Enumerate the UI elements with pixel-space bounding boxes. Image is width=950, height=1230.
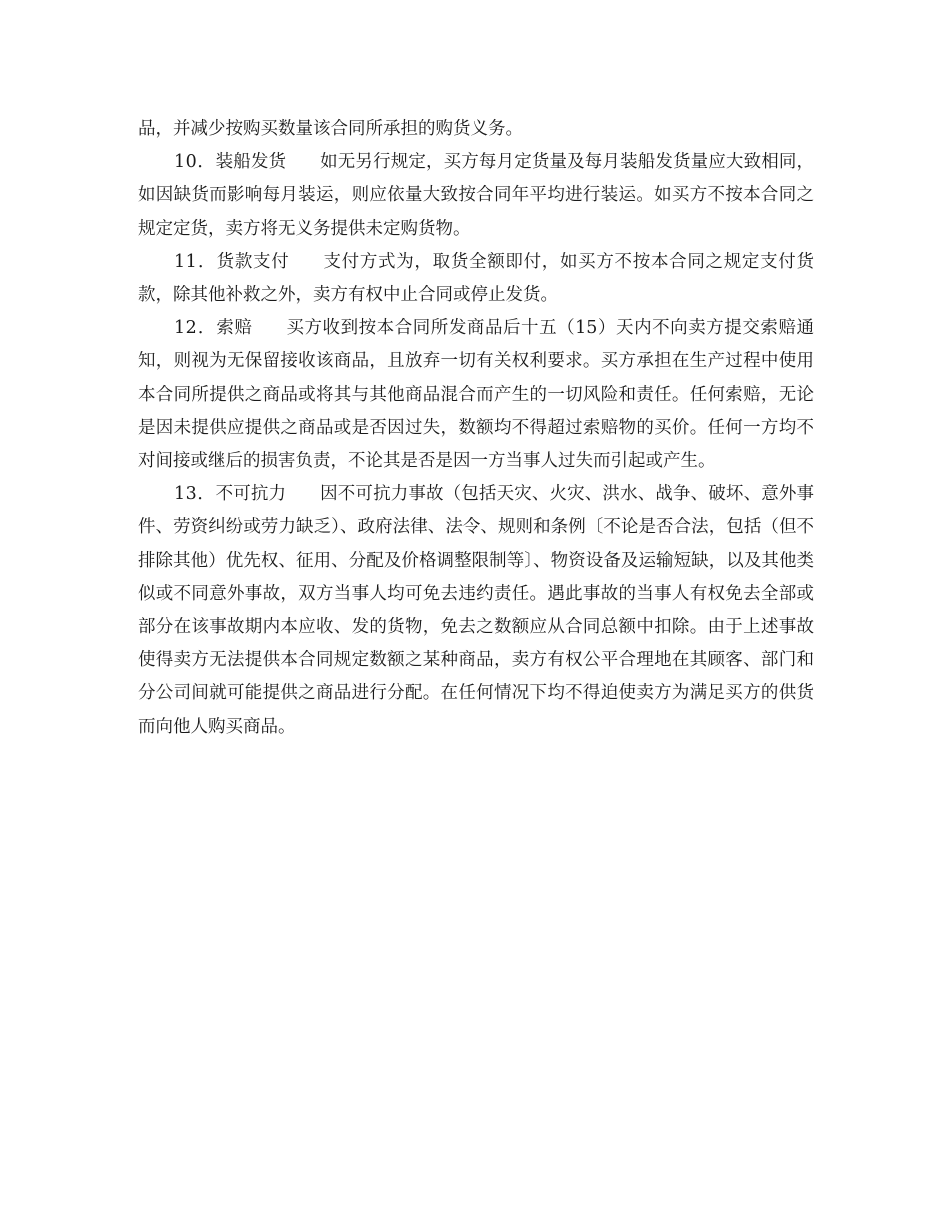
clause-12-claims	[138, 312, 814, 478]
document-body	[138, 113, 814, 744]
clause-body: 买方收到按本合同所发商品后十五（15）天内不向卖方提交索赔通知，则视为无保留接收该商品，且放弃一切有关权利要求。买方承担在生产过程中使用本合同所提供之商品或将其与其他商品混合而产生的一切风险和责任。任何索赔，无论是因未提供应提供之商品或是否因过失，数额均不得超过索赔物的买价。任何一方均不对间接或继后的损害负责，不论其是否是因一方当事人过失而引起或产生。	[138, 318, 814, 472]
clause-13-force-majeure	[138, 478, 814, 744]
clause-title: 索赔	[216, 318, 253, 339]
clause-title: 装船发货	[215, 152, 287, 173]
clause-number: 12．	[174, 318, 217, 339]
clause-11-payment	[138, 246, 814, 312]
clause-number: 13．	[174, 484, 216, 505]
clause-body: 支付方式为，取货全额即付，如买方不按本合同之规定支付货款，除其他补救之外，卖方有权中止合同或停止发货。	[138, 251, 815, 306]
clause-number: 11．	[174, 251, 217, 272]
clause-body: 因不可抗力事故（包括天灾、火灾、洪水、战争、破坏、意外事件、劳资纠纷或劳力缺乏）、政府法律、法令、规则和条例〔不论是否合法，包括（但不排除其他）优先权、征用、分配及价格调整限制等〕、物资设备及运输短缺，以及其他类似或不同意外事故，双方当事人均可免去违约责任。遇此事故的当事人有权免去全部或部分在该事故期内本应收、发的货物，免去之数额应从合同总额中扣除。由于上述事故使得卖方无法提供本合同规定数额之某种商品，卖方有权公平合理地在其顾客、部门和分公司间就可能提供之商品进行分配。在任何情况下均不得迫使卖方为满足买方的供货而向他人购买商品。	[138, 484, 814, 737]
clause-number: 10．	[174, 152, 216, 173]
intro-paragraph: 品，并减少按购买数量该合同所承担的购货义务。	[138, 119, 523, 139]
clause-title: 不可抗力	[215, 484, 287, 505]
clause-body: 如无另行规定，买方每月定货量及每月装船发货量应大致相同，如因缺货而影响每月装运，则应依量大致按合同年平均进行装运。如买方不按本合同之规定定货，卖方将无义务提供未定购货物。	[138, 152, 814, 239]
clause-title: 货款支付	[216, 251, 290, 272]
clause-10-shipment	[138, 146, 814, 246]
